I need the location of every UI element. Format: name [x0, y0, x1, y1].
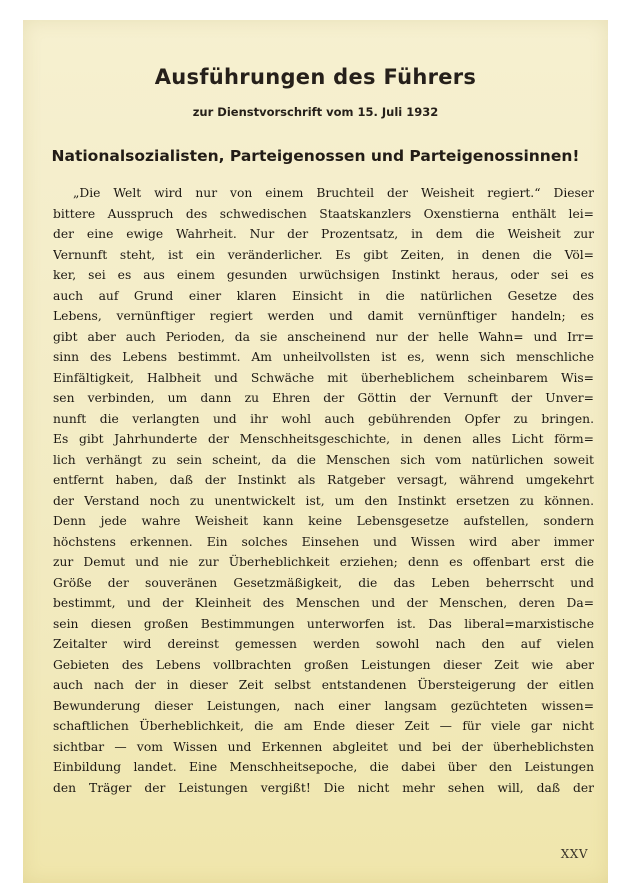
text-line: Vernunft steht, ist ein veränderlicher. Es gibt Zeiten, in denen die Völ=	[53, 247, 594, 262]
page-title: Ausführungen des Führers	[154, 65, 477, 89]
text-line: Größe der souveränen Gesetzmäßigkeit, die das Leben beherrscht und	[53, 575, 594, 590]
text-line: sichtbar — vom Wissen und Erkennen abgleitet und bei der überheblichsten	[53, 739, 594, 754]
text-line: entfernt haben, daß der Instinkt als Ratgeber versagt, während umgekehrt	[53, 473, 594, 487]
book-page	[23, 20, 608, 883]
text-line: bestimmt, und der Kleinheit des Menschen und der Menschen, deren Da=	[53, 596, 594, 610]
text-line: auch auf Grund einer klaren Einsicht in die natürlichen Gesetze des	[53, 288, 594, 303]
text-line: der Verstand noch zu unentwickelt ist, um den Instinkt ersetzen zu können.	[53, 493, 594, 508]
text-line: Einfältigkeit, Halbheit und Schwäche mit überheblichem scheinbarem Wis=	[53, 370, 594, 385]
text-line: höchstens erkennen. Ein solches Einsehen und Wissen wird aber immer	[53, 534, 594, 549]
text-line: schaftlichen Überheblichkeit, die am Ende dieser Zeit — für viele gar nicht	[53, 719, 594, 733]
text-line: Es gibt Jahrhunderte der Menschheitsgeschichte, in denen alles Licht förm=	[53, 432, 594, 446]
text-line: sen verbinden, um dann zu Ehren der Göttin der Vernunft der Unver=	[53, 391, 594, 405]
text-line: nunft die verlangten und ihr wohl auch gebührenden Opfer zu bringen.	[53, 411, 594, 426]
text-line: zur Demut und nie zur Überheblichkeit erziehen; denn es offenbart erst die	[53, 555, 594, 569]
text-line: der eine ewige Wahrheit. Nur der Prozentsatz, in dem die Weisheit zur	[53, 227, 594, 241]
text-line: Lebens, vernünftiger regiert werden und damit vernünftiger handeln; es	[53, 309, 594, 323]
text-line: sein diesen großen Bestimmungen unterworfen ist. Das liberal=marxistische	[53, 616, 594, 631]
text-line: Einbildung landet. Eine Menschheitsepoche, die dabei über den Leistungen	[53, 760, 594, 774]
text-line: sinn des Lebens bestimmt. Am unheilvollsten ist es, wenn sich menschliche	[53, 350, 594, 364]
page-number: XXV	[560, 847, 588, 861]
page-subtitle: zur Dienstvorschrift vom 15. Juli 1932	[192, 105, 439, 119]
text-line: ker, sei es aus einem gesunden urwüchsigen Instinkt heraus, oder sei es	[53, 268, 594, 282]
text-line: bittere Ausspruch des schwedischen Staatskanzlers Oxenstierna enthält lei=	[53, 206, 594, 221]
text-line: Gebieten des Lebens vollbrachten großen Leistungen dieser Zeit wie aber	[53, 657, 594, 672]
text-line: „Die Welt wird nur von einem Bruchteil der Weisheit regiert.“ Dieser	[73, 186, 594, 200]
text-line: Zeitalter wird dereinst gemessen werden sowohl nach den auf vielen	[53, 637, 594, 651]
text-line: auch nach der in dieser Zeit selbst entstandenen Übersteigerung der eitlen	[53, 678, 594, 692]
text-line: lich verhängt zu sein scheint, da die Menschen sich vom natürlichen soweit	[53, 452, 594, 467]
text-line: Denn jede wahre Weisheit kann keine Lebensgesetze aufstellen, sondern	[53, 514, 594, 528]
body-text	[53, 183, 594, 798]
text-line: gibt aber auch Perioden, da sie anscheinend nur der helle Wahn= und Irr=	[53, 329, 594, 344]
text-line: den Träger der Leistungen vergißt! Die nicht mehr sehen will, daß der	[53, 780, 594, 795]
text-line: Bewunderung dieser Leistungen, nach einer langsam gezüchteten wissen=	[53, 698, 594, 713]
section-heading: Nationalsozialisten, Parteigenossen und Parteigenossinnen!	[51, 147, 580, 165]
